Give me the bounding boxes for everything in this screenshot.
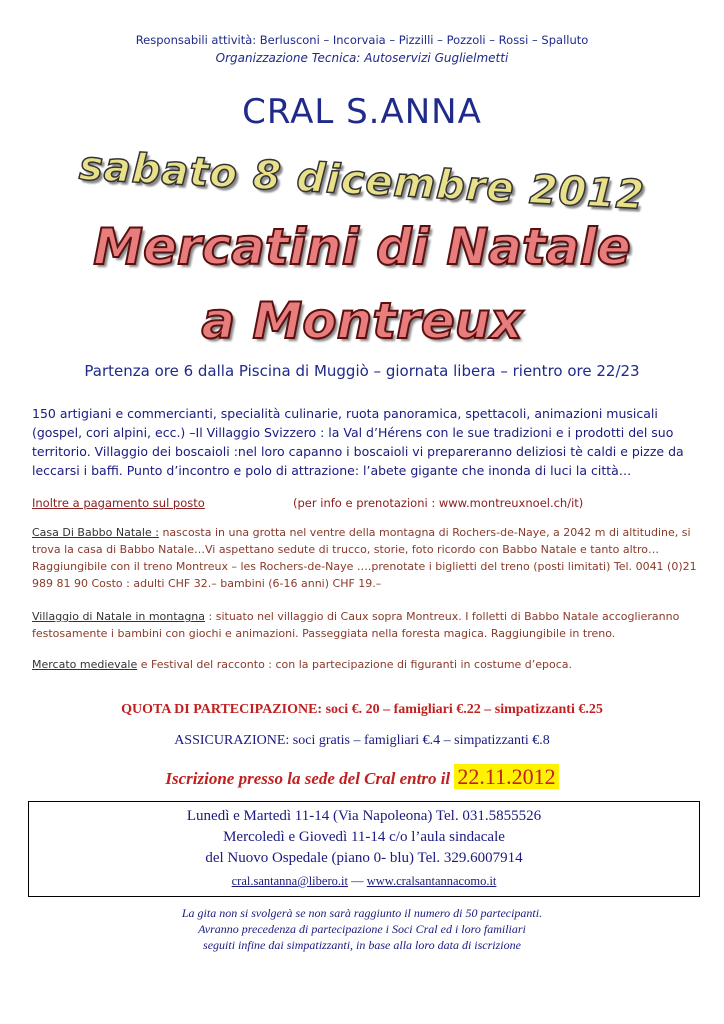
mercato-block <box>32 656 697 673</box>
organizzazione-line: Organizzazione Tecnica: Autoservizi Guglielmetti <box>215 51 509 65</box>
villaggio-text: : situato nel villaggio di Caux sopra Montreux. I folletti di Babbo Natale accoglieranno festosamente i bambini con giochi e animazioni. Passeggiata nella foresta magica. Raggiungibile in treno. <box>32 610 680 640</box>
contact-box <box>28 801 700 897</box>
casa-heading: Casa Di Babbo Natale : <box>32 526 159 539</box>
mercato-text: e Festival del racconto : con la partecipazione di figuranti in costume d’epoca. <box>137 658 573 671</box>
note-line1: La gita non si svolgerà se non sarà raggiunto il numero di 50 partecipanti. <box>181 906 543 920</box>
event-title-line2: a Montreux <box>201 292 523 350</box>
note-line3: seguiti infine dai simpatizzanti, in base alla loro data di iscrizione <box>203 938 521 952</box>
note-line2: Avranno precedenza di partecipazione i Soci Cral ed i loro familiari <box>198 922 526 936</box>
event-date: sabato 8 dicembre 2012 <box>78 143 646 219</box>
event-title-line1: Mercatini di Natale <box>93 218 631 276</box>
casa-text: nascosta in una grotta nel ventre della montagna di Rochers-de-Naye, a 2042 m di altitudine, si trova la casa di Babbo Natale…Vi aspettano sedute di trucco, storie, foto ricordo con Babbo Natale e tanto altro… Raggiungibile con il treno Montreux – les Rochers-de-Naye ….prenotate i biglietti del treno (posti limitati) Tel. 0041 (0)21 989 81 90 Costo : adulti CHF 32.– bambini (6-16 anni) CHF 19.– <box>32 526 697 590</box>
departure-info: Partenza ore 6 dalla Piscina di Muggiò – giornata libera – rientro ore 22/23 <box>84 362 640 380</box>
casa-babbo-natale-block <box>32 524 697 592</box>
iscrizione-line <box>0 764 724 790</box>
quota-line: QUOTA DI PARTECIPAZIONE: soci €. 20 – famigliari €.22 – simpatizzanti €.25 <box>121 702 603 717</box>
intro-paragraph: 150 artigiani e commercianti, specialità culinarie, ruota panoramica, spettacoli, animazioni musicali (gospel, cori alpini, ecc.) –Il Villaggio Svizzero : la Val d’Hérens con le sue tradizioni e i prodotti del suo territorio. Villaggio dei boscaioli :nel loro capanno i boscaioli vi prepareranno deliziosi tè caldi e pizze da leccarsi i baffi. Punto d’incontro e polo di attrazione: l’abete gigante che inonda di luci la città… <box>32 406 684 478</box>
extra-cost-label: Inoltre a pagamento sul posto <box>32 496 205 510</box>
contact-links <box>29 874 699 889</box>
responsabili-line: Responsabili attività: Berlusconi – Incorvaia – Pizzilli – Pozzoli – Rossi – Spalluto <box>135 33 589 47</box>
contact-line2: Mercoledì e Giovedì 11-14 c/o l’aula sindacale <box>223 829 505 845</box>
assicurazione-line: ASSICURAZIONE: soci gratis – famigliari €.4 – simpatizzanti €.8 <box>174 733 550 748</box>
website-link[interactable]: www.cralsantannacomo.it <box>366 874 497 888</box>
villaggio-block <box>32 608 697 642</box>
cral-title: CRAL S.ANNA <box>242 92 482 132</box>
villaggio-heading: Villaggio di Natale in montagna <box>32 610 206 623</box>
extra-info-link[interactable]: (per info e prenotazioni : www.montreuxnoel.ch/it) <box>293 496 584 510</box>
iscrizione-text: Iscrizione presso la sede del Cral entro il <box>165 769 455 788</box>
contact-line1: Lunedì e Martedì 11-14 (Via Napoleona) Tel. 031.5855526 <box>186 808 542 824</box>
iscrizione-deadline: 22.11.2012 <box>454 764 558 789</box>
footer-note <box>0 905 724 953</box>
link-separator: — <box>347 874 367 888</box>
email-link[interactable]: cral.santanna@libero.it <box>231 874 348 888</box>
contact-line3: del Nuovo Ospedale (piano 0- blu) Tel. 329.6007914 <box>205 850 523 866</box>
mercato-heading: Mercato medievale <box>32 658 138 671</box>
